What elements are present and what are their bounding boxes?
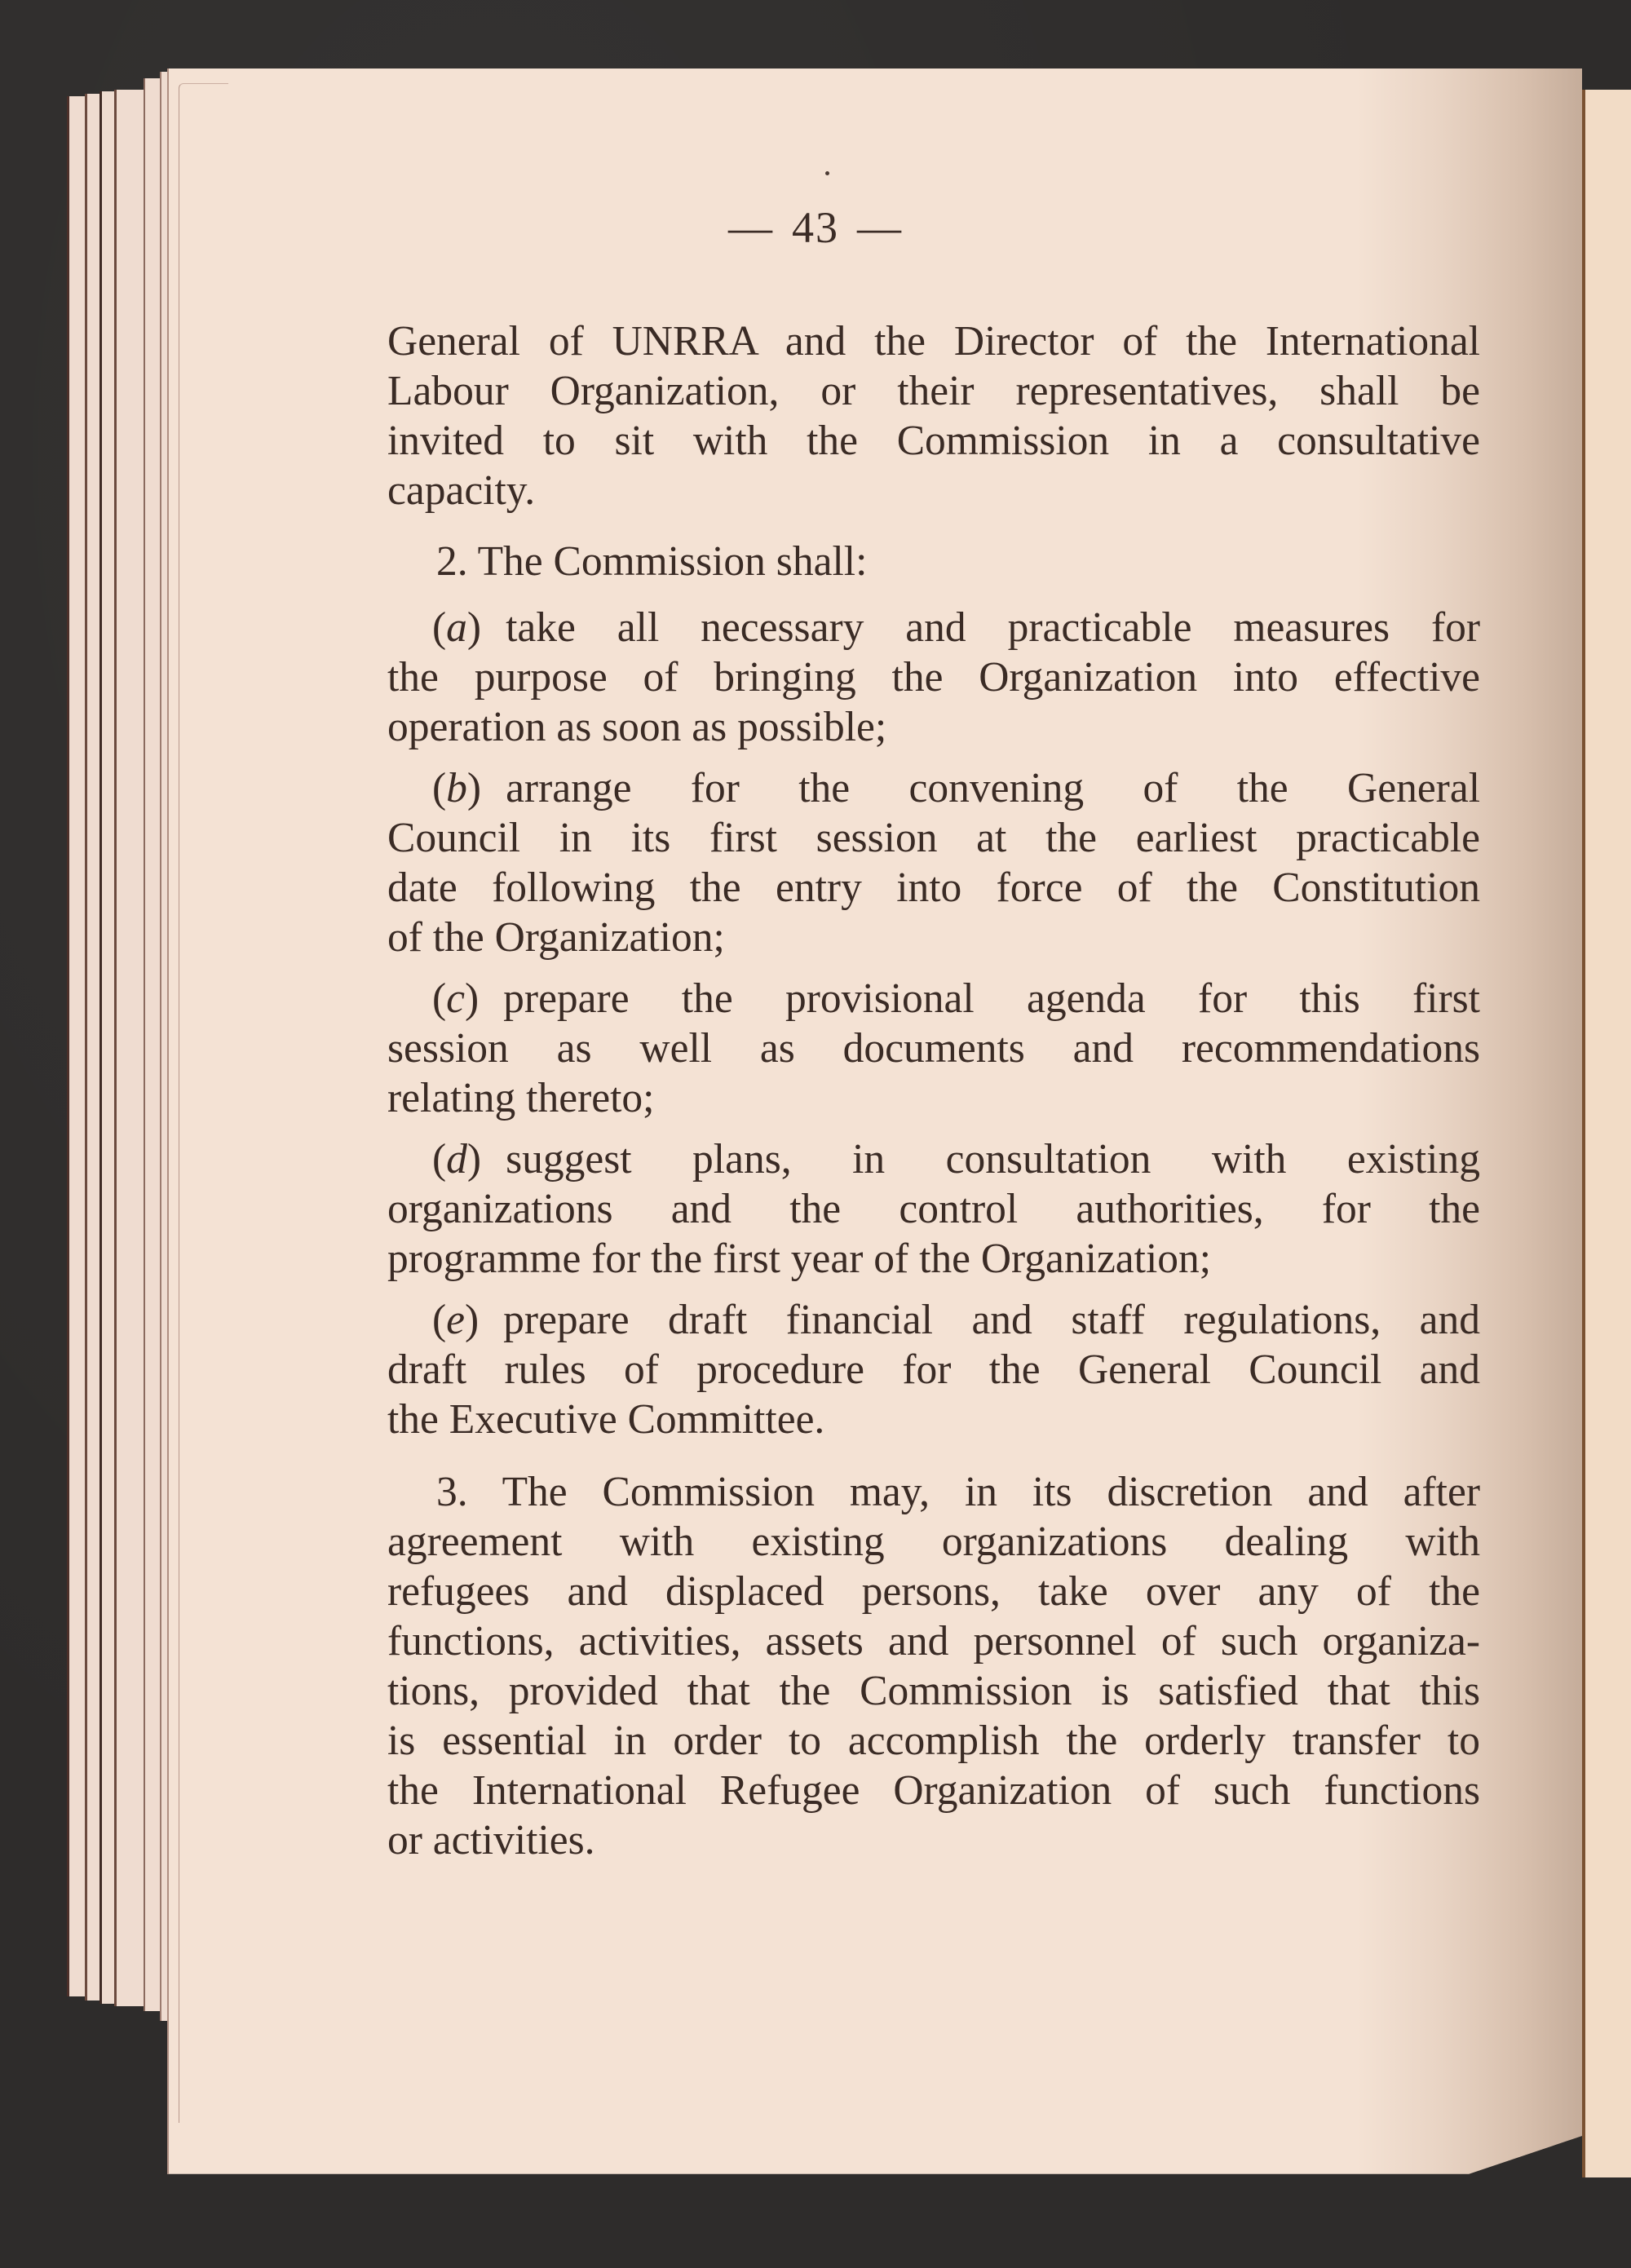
text-line: is essential in order to accomplish the orderly transfer to xyxy=(387,1718,1480,1764)
folio-dash-left: — xyxy=(728,203,774,252)
page-frame-line xyxy=(179,83,228,2123)
text-line: 2. The Commission shall: xyxy=(436,538,868,585)
list-item-b xyxy=(387,763,1480,962)
paragraph-intro xyxy=(387,316,1480,515)
item-marker: (e) xyxy=(432,1297,480,1343)
text-line: or activities. xyxy=(387,1817,595,1863)
text-line: organizations and the control authorities, for the xyxy=(387,1186,1480,1232)
text-line: refugees and displaced persons, take over any of the xyxy=(387,1568,1480,1615)
text-line: capacity. xyxy=(387,467,536,514)
list-item-d xyxy=(387,1134,1480,1284)
item-text: prepare the provisional agenda for this first xyxy=(503,975,1480,1022)
text-line: the Executive Committee. xyxy=(387,1396,825,1443)
item-marker-letter: c xyxy=(446,975,466,1022)
item-text: suggest plans, in consultation with existing xyxy=(506,1136,1480,1183)
item-marker: (d) xyxy=(432,1136,482,1183)
paragraph-section-3 xyxy=(387,1467,1480,1865)
text-line: General of UNRRA and the Director of the International xyxy=(387,318,1480,365)
ink-speck xyxy=(825,171,829,175)
text-line: 3. The Commission may, in its discretion and after xyxy=(436,1469,1480,1515)
text-line xyxy=(432,974,1480,1023)
item-marker-letter: e xyxy=(446,1297,466,1343)
section-2-heading xyxy=(387,537,1480,586)
list-item-e xyxy=(387,1295,1480,1444)
text-line: programme for the first year of the Organization; xyxy=(387,1236,1212,1282)
page-number-value: 43 xyxy=(792,203,839,252)
folio-dash-right: — xyxy=(857,203,903,252)
text-line: functions, activities, assets and personnel of such organiza- xyxy=(387,1618,1480,1665)
text-line: draft rules of procedure for the General Council and xyxy=(387,1346,1480,1393)
text-line: of the Organization; xyxy=(387,914,725,961)
text-line: Council in its first session at the earliest practicable xyxy=(387,815,1480,861)
text-line xyxy=(432,1134,1480,1184)
item-text: arrange for the convening of the General xyxy=(506,765,1480,811)
item-marker: (c) xyxy=(432,975,480,1022)
text-line: the International Refugee Organization of such functions xyxy=(387,1767,1480,1814)
body-text xyxy=(387,316,1480,1865)
text-line: operation as soon as possible; xyxy=(387,704,887,750)
item-marker-letter: b xyxy=(446,765,467,811)
text-line: invited to sit with the Commission in a consultative xyxy=(387,418,1480,464)
text-line: agreement with existing organizations dealing with xyxy=(387,1519,1480,1565)
text-line: tions, provided that the Commission is satisfied that this xyxy=(387,1668,1480,1714)
text-line xyxy=(432,1295,1480,1345)
text-line: the purpose of bringing the Organization into effective xyxy=(387,654,1480,701)
item-text: prepare draft financial and staff regulations, and xyxy=(503,1297,1480,1343)
facing-page xyxy=(1582,90,1631,2177)
item-text: take all necessary and practicable measures for xyxy=(506,604,1480,651)
text-line: relating thereto; xyxy=(387,1075,655,1121)
list-item-c xyxy=(387,974,1480,1123)
list-item-a xyxy=(387,603,1480,752)
text-line: date following the entry into force of the Constitution xyxy=(387,864,1480,911)
text-line: Labour Organization, or their representatives, shall be xyxy=(387,368,1480,414)
item-marker: (a) xyxy=(432,604,482,651)
text-line xyxy=(432,763,1480,813)
item-marker: (b) xyxy=(432,765,482,811)
item-marker-letter: d xyxy=(446,1136,467,1183)
item-marker-letter: a xyxy=(446,604,467,651)
text-line xyxy=(432,603,1480,652)
page-number xyxy=(0,202,1631,253)
text-line: session as well as documents and recommendations xyxy=(387,1025,1480,1072)
